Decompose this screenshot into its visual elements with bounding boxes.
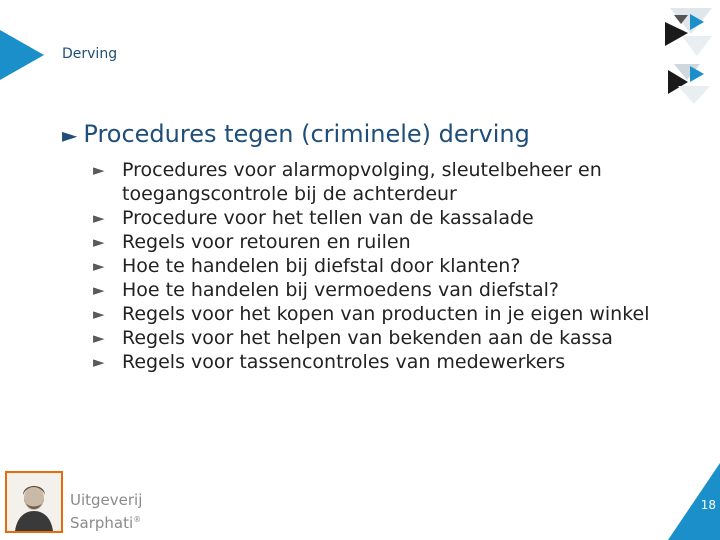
publisher-name: [70, 491, 142, 533]
bullet-text: Procedures voor alarmopvolging, sleutelbeheer en toegangscontrole bij de achterdeur: [122, 159, 602, 205]
bullet-item: [93, 350, 713, 374]
bullet-arrow-icon: ►: [93, 353, 105, 371]
slide-heading: [62, 120, 530, 148]
bullet-text: Hoe te handelen bij diefstal door klanten?: [122, 255, 521, 277]
bullet-item: [93, 158, 713, 206]
bullet-text: Regels voor retouren en ruilen: [122, 231, 411, 253]
publisher-name-line1: Uitgeverij: [70, 491, 143, 509]
bullet-arrow-icon: ►: [93, 305, 105, 323]
bullet-item: [93, 254, 713, 278]
left-tab-triangle-icon: [0, 30, 44, 80]
heading-text: Procedures tegen (criminele) derving: [83, 120, 530, 148]
bullet-arrow-icon: ►: [93, 209, 105, 227]
portrait-logo-icon: [7, 473, 61, 531]
heading-arrow-icon: ►: [62, 123, 78, 147]
publisher-logo: [5, 471, 63, 533]
bullet-item: [93, 326, 713, 350]
section-label: Derving: [62, 46, 118, 62]
bullet-arrow-icon: ►: [93, 281, 105, 299]
bullet-arrow-icon: ►: [93, 257, 105, 275]
registered-mark: ®: [133, 515, 142, 524]
bullet-text: Hoe te handelen bij vermoedens van diefstal?: [122, 279, 560, 301]
bullet-list: [93, 158, 713, 374]
publisher-name-line2: Sarphati: [70, 514, 134, 532]
corner-decoration-icon: [660, 0, 720, 110]
bullet-item: [93, 230, 713, 254]
bullet-item: [93, 278, 713, 302]
bullet-text: Procedure voor het tellen van de kassalade: [122, 207, 534, 229]
bullet-item: [93, 206, 713, 230]
bullet-arrow-icon: ►: [93, 233, 105, 251]
bullet-arrow-icon: ►: [93, 161, 105, 179]
bullet-text: Regels voor het kopen van producten in je eigen winkel: [122, 303, 650, 325]
bullet-item: [93, 302, 713, 326]
bullet-arrow-icon: ►: [93, 329, 105, 347]
bullet-text: Regels voor het helpen van bekenden aan de kassa: [122, 327, 613, 349]
page-number: 18: [700, 498, 716, 512]
bullet-text: Regels voor tassencontroles van medewerkers: [122, 351, 566, 373]
